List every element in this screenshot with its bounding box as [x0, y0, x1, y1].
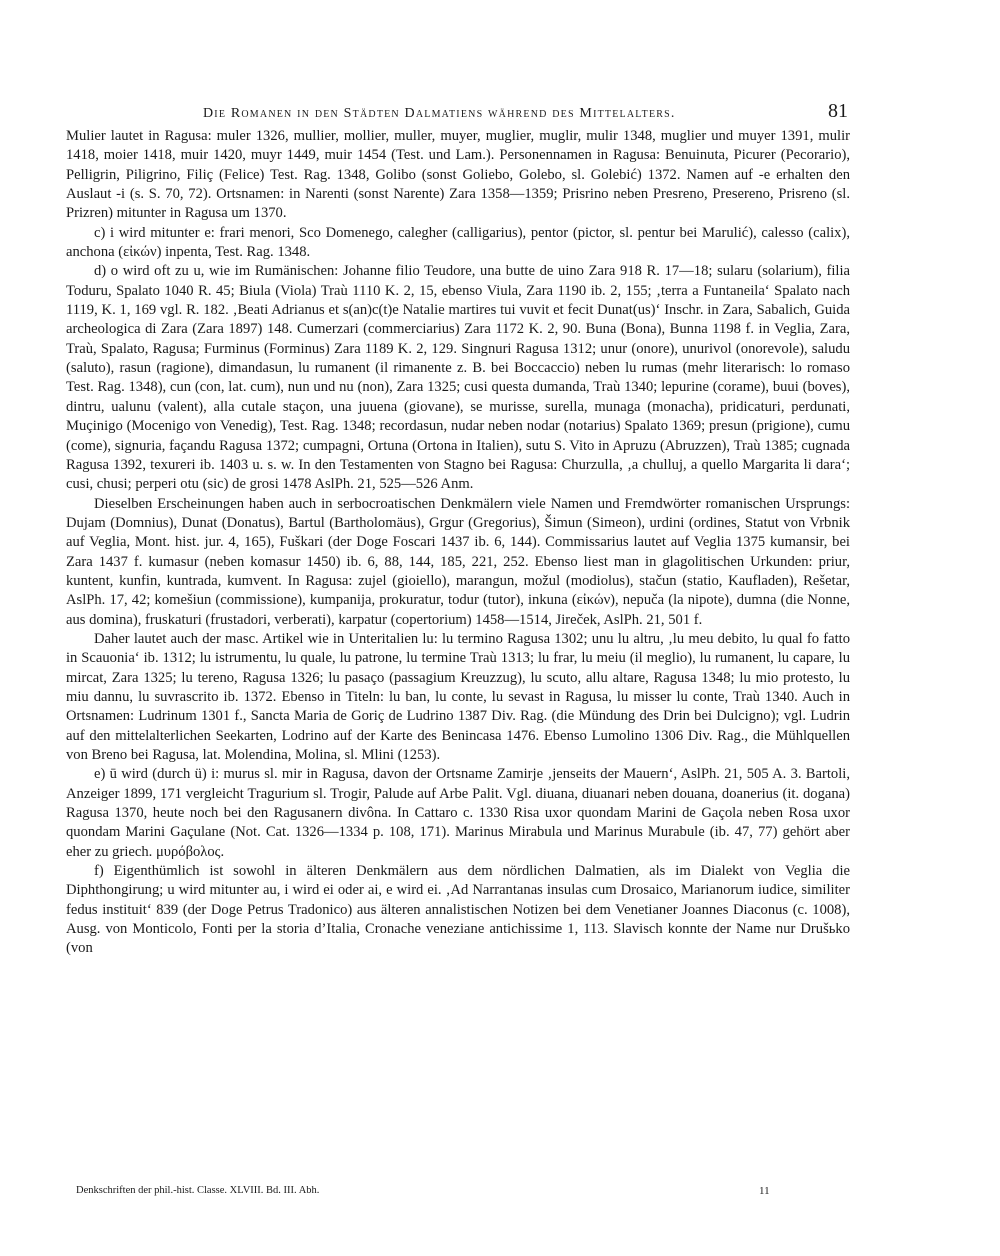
page-number: 81: [828, 100, 848, 122]
page-header: [0, 100, 1000, 128]
paragraph-mulier: Mulier lautet in Ragusa: muler 1326, mullier, mollier, muller, muyer, muglier, muglir, mulir 1348, muglier und muyer 1391, mulir 1418, moier 1418, muir 1420, muyr 1449, muir 1454 (Test. und Lam.). Personennamen in Ragusa: Benuinuta, Picurer (Pecorario), Pelligrin, Piligrino, Filiç (Felice) Test. Rag. 1348, Golibo (sonst Goliebo, Golebo, sl. Golebić) 1372. Namen auf -e erhalten den Auslaut -i (s. S. 70, 72). Ortsnamen: in Narenti (sonst Narente) Zara 1358—1359; Prisrino neben Presreno, Presereno, Prisreno (sl. Prizren) mitunter in Ragusa um 1370.: [66, 128, 850, 222]
paragraph-c: c) i wird mitunter e: frari menori, Sco Domenego, calegher (calligarius), pentor (pictor, sl. pentur bei Marulić), calesso (calix), anchona (εἰκών) inpenta, Test. Rag. 1348.: [66, 224, 850, 261]
body-text: [66, 127, 850, 959]
running-title: Die Romanen in den Städten Dalmatiens während des Mittelalters.: [203, 106, 676, 121]
publication-note: Denkschriften der phil.-hist. Classe. XLVIII. Bd. III. Abh.: [76, 1185, 320, 1196]
page-footer: [76, 1185, 856, 1205]
paragraph-serbocroatian: Dieselben Erscheinungen haben auch in serbocroatischen Denkmälern viele Namen und Fremdwörter romanischen Ursprungs: Dujam (Domnius), Dunat (Donatus), Bartul (Bartholomäus), Grgur (Gregorius), Šimun (Simeon), urdini (ordines, Statut von Vrbnik auf Veglia, Mont. hist. jur. 4, 165), Fuškari (der Doge Foscari 1437 ib. 6, 144). Commissarius lautet auf Veglia 1375 kumansir, bei Zara 1437 f. kumasur (neben komasur 1450) ib. 6, 88, 144, 185, 221, 252. Ebenso liest man in glagolitischen Urkunden: priur, kuntent, kunfin, kuntrada, kumvent. In Ragusa: zujel (gioiello), marangun, možul (modiolus), stačun (statio, Kaufladen), Rešetar, AslPh. 17, 42; komešiun (commissione), kumpanija, prokuratur, todur (tutor), inkuna (εἰκών), nepuča (la nipote), dumna (die Nonne, aus domina), fruskaturi (frustadori, verberati), karpatur (copertorium) 1458—1514, Jireček, AslPh. 21, 501 f.: [66, 495, 850, 628]
paragraph-d: d) o wird oft zu u, wie im Rumänischen: Johanne filio Teudore, una butte de uino Zara 918 R. 17—18; sularu (solarium), filia Toduru, Spalato 1040 R. 45; Biula (Viola) Traù 1110 K. 2, 15, ebenso Viula, Zara 1190 ib. 2, 155; ‚terra a Funtaneila‘ Spalato nach 1119, K. 1, 169 vgl. R. 182. ‚Beati Adrianus et s(an)c(t)e Natalie martires tui vuvit et fecit Dunat(us)‘ Inschr. in Zara, Sabalich, Guida archeologica di Zara (Zara 1897) 148. Cumerzari (commerciarius) Zara 1172 K. 2, 90. Buna (Bona), Bunna 1198 f. in Veglia, Zara, Traù, Spalato, Ragusa; Furminus (Forminus) Zara 1189 K. 2, 129. Singnuri Ragusa 1312; unur (onore), unurivol (onorevole), saludu (saluto), rasun (ragione), dimandasun, lu rumanent (il rimanente z. B. bei Boccaccio) neben lu rumas (mehr literarisch: lo romaso Test. Rag. 1348), cun (con, lat. cum), nun und nu (non), Zara 1325; cusi questa dumanda, Traù 1340; lepurine (corame), buui (boves), dintru, ualunu (valent), alla cutale staçon, una juuena (giovane), se murisse, surella, munaga (monacha), pridicaturi, perdunati, Muçinigo (Mocenigo von Venedig), Test. Rag. 1348; recordasun, nudar neben nodar (notarius) Spalato 1369; presun (prigione), cumu (come), signuria, façandu Ragusa 1372; cumpagni, Ortuna (Ortona in Italien), sutu S. Vito in Apruzu (Abruzzen), Traù 1385; cugnada Ragusa 1392, texureri ib. 1403 u. s. w. In den Testamenten von Stagno bei Ragusa: Churzulla, ‚a chulluj, a quello Margarita li dara‘; cusi, chusi; perperi otu (sic) de grosi 1478 AslPh. 21, 525—526 Anm.: [66, 263, 850, 493]
paragraph-article-lu: Daher lautet auch der masc. Artikel wie in Unteritalien lu: lu termino Ragusa 1302; unu lu altru, ‚lu meu debito, lu qual fo fatto in Scauonia‘ ib. 1312; lu istrumentu, lu quale, lu patrone, lu termine Traù 1313; lu frar, lu meiu (il meglio), lu rumanent, lu capare, lu mircat, Zara 1325; lu tereno, Ragusa 1326; lu pasaço (passagium Kreuzzug), lu scuto, allu altare, Ragusa 1348; lu mio protesto, lu miu dannu, lu suvrascrito ib. 1372. Ebenso in Titeln: lu ban, lu conte, lu sevast in Ragusa, lu misser lu conte, Traù 1340. Auch in Ortsnamen: Ludrinum 1301 f., Sancta Maria de Goriç de Ludrino 1387 Div. Rag. (die Mündung des Drin bei Dulcigno); vgl. Ludrin auf den mittelalterlichen Seekarten, Lodrino auf der Karte des Benincasa 1476. Ebenso Lumolino 1306 Div. Rag., die Mühlquellen von Breno bei Ragusa, lat. Molendina, Molina, sl. Mlini (1253).: [66, 630, 850, 763]
signature-mark: 11: [759, 1185, 770, 1197]
paragraph-e: e) ū wird (durch ü) i: murus sl. mir in Ragusa, davon der Ortsname Zamirje ‚jenseits der Mauern‘, AslPh. 21, 505 A. 3. Bartoli, Anzeiger 1899, 171 vergleicht Tragurium sl. Trogir, Palude auf Arbe Palit. Vgl. diuana, diuanari neben douana, doanerius (it. dogana) Ragusa 1370, heute noch bei den Ragusanern divôna. In Cattaro c. 1330 Risa uxor quondam Marini de Gaçola neben Rosa uxor quondam Marini Gaçulane (Not. Cat. 1326—1334 p. 108, 171). Marinus Mirabula und Marinus Murabule (ib. 47, 77) gehört aber eher zu griech. μυρόβολος.: [66, 766, 850, 860]
paragraph-f: f) Eigenthümlich ist sowohl in älteren Denkmälern aus dem nördlichen Dalmatien, als im Dialekt von Veglia die Diphthongirung; u wird mitunter au, i wird ei oder ai, e wird ei. ‚Ad Narrantanas insulas cum Drosaico, Marianorum iudice, similiter fedus instituit‘ 839 (der Doge Petrus Tradonico) aus älteren annalistischen Notizen bei dem Venetianer Joannes Diaconus (c. 1008), Ausg. von Monticolo, Fonti per la storia d’Italia, Cronache veneziane antichissime 1, 113. Slavisch konnte der Name nur Drušьko (von: [66, 863, 850, 957]
